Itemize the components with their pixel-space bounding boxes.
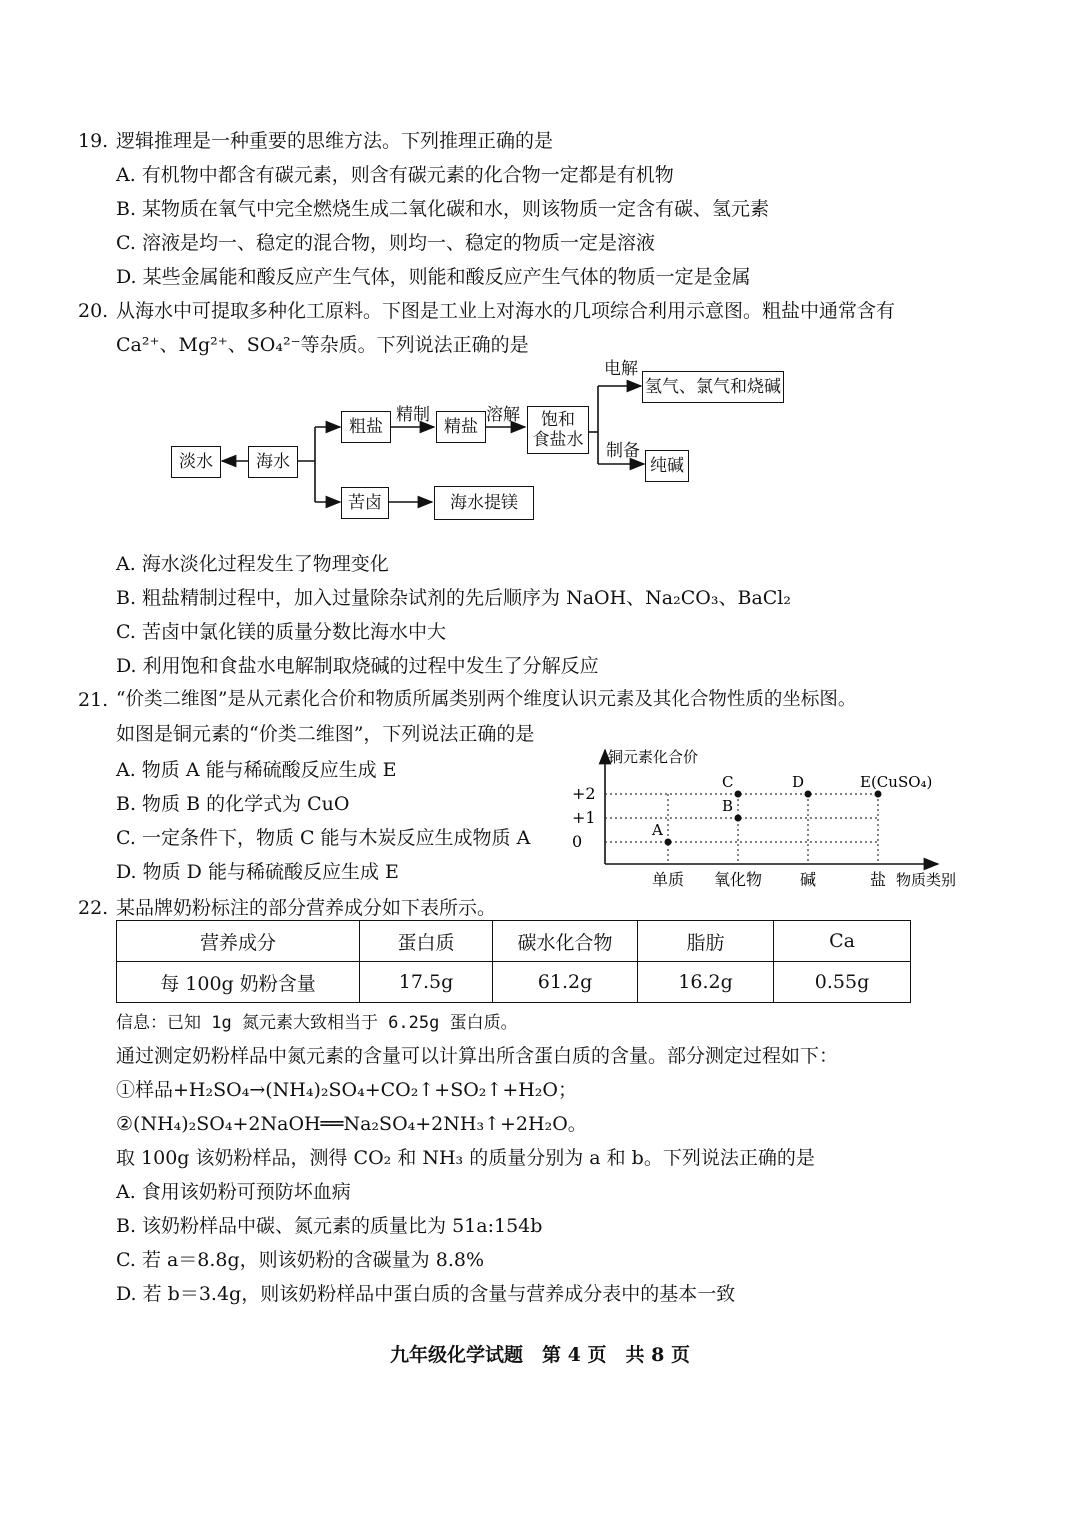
table-row <box>117 962 911 1003</box>
question-20-number: 20. <box>78 300 109 322</box>
question-22-stem: 某品牌奶粉标注的部分营养成分如下表所示。 <box>116 897 497 919</box>
table-header-cell: 营养成分 <box>117 921 360 962</box>
x-tick-label: 单质 <box>652 870 685 889</box>
y-axis-label: 铜元素化合价 <box>608 748 699 766</box>
table-header-row <box>117 921 911 962</box>
question-22-option-b: B. 该奶粉样品中碳、氮元素的质量比为 51a:154b <box>116 1215 543 1237</box>
question-22-option-d: D. 若 b＝3.4g，则该奶粉样品中蛋白质的含量与营养成分表中的基本一致 <box>116 1283 736 1305</box>
question-22-equation-1: ①样品+H₂SO₄→(NH₄)₂SO₄+CO₂↑+SO₂↑+H₂O； <box>116 1079 578 1101</box>
data-point <box>665 839 672 846</box>
flow-arrows <box>0 0 1080 560</box>
question-20-option-c: C. 苦卤中氯化镁的质量分数比海水中大 <box>116 621 446 643</box>
question-20-option-d: D. 利用饱和食盐水电解制取烧碱的过程中发生了分解反应 <box>116 655 599 677</box>
question-19-stem: 逻辑推理是一种重要的思维方法。下列推理正确的是 <box>116 130 554 152</box>
question-21-option-d: D. 物质 D 能与稀硫酸反应生成 E <box>116 861 399 883</box>
question-21-stem-line1: “价类二维图”是从元素化合价和物质所属类别两个维度认识元素及其化合物性质的坐标图。 <box>116 689 857 710</box>
soda-ash-box: 纯碱 <box>645 450 689 482</box>
point-label: D <box>792 773 805 791</box>
bittern-box: 苦卤 <box>341 487 389 519</box>
question-21-option-b: B. 物质 B 的化学式为 CuO <box>116 793 350 815</box>
table-cell: 每 100g 奶粉含量 <box>117 962 360 1003</box>
question-19-option-c: C. 溶液是均一、稳定的混合物，则均一、稳定的物质一定是溶液 <box>116 232 655 254</box>
question-22-option-c: C. 若 a＝8.8g，则该奶粉的含碳量为 8.8% <box>116 1249 484 1271</box>
point-label: C <box>722 773 734 791</box>
refined-salt-box: 精盐 <box>436 411 486 443</box>
question-20-option-a: A. 海水淡化过程发生了物理变化 <box>116 553 389 575</box>
question-22-option-a: A. 食用该奶粉可预防坏血病 <box>116 1181 351 1203</box>
point-label: A <box>652 821 663 839</box>
table-header-cell: Ca <box>774 921 911 962</box>
electrolysis-label: 电解 <box>604 359 638 379</box>
freshwater-box: 淡水 <box>171 446 221 478</box>
data-point <box>735 815 742 822</box>
table-cell: 0.55g <box>774 962 911 1003</box>
question-19-number: 19. <box>78 130 109 152</box>
table-header-cell: 蛋白质 <box>360 921 493 962</box>
refine-label: 精制 <box>396 405 430 425</box>
y-tick-label: +1 <box>572 808 596 827</box>
question-21-number: 21. <box>78 689 109 711</box>
products-box: 氢气、氯气和烧碱 <box>642 371 784 403</box>
question-22-equation-2: ②(NH₄)₂SO₄+2NaOH══Na₂SO₄+2NH₃↑+2H₂O。 <box>116 1113 587 1135</box>
question-19-option-a: A. 有机物中都含有碳元素，则含有碳元素的化合物一定都是有机物 <box>116 164 674 186</box>
saturated-brine-box <box>527 406 589 454</box>
question-22-info-note: 信息：已知 1g 氮元素大致相当于 6.25g 蛋白质。 <box>116 1013 518 1033</box>
saturated-brine-line2: 食盐水 <box>532 430 584 450</box>
saturated-brine-line1: 饱和 <box>541 410 575 430</box>
question-21-option-a: A. 物质 A 能与稀硫酸反应生成 E <box>116 759 397 781</box>
data-point <box>805 791 812 798</box>
data-point <box>735 791 742 798</box>
table-header-cell: 脂肪 <box>638 921 774 962</box>
question-19-option-b: B. 某物质在氧气中完全燃烧生成二氧化碳和水，则该物质一定含有碳、氢元素 <box>116 198 770 220</box>
point-label: B <box>722 797 734 815</box>
table-cell: 17.5g <box>360 962 493 1003</box>
copper-valence-class-chart <box>560 740 980 900</box>
question-20-stem-line2: Ca²⁺、Mg²⁺、SO₄²⁻等杂质。下列说法正确的是 <box>116 334 529 356</box>
y-tick-label: 0 <box>572 832 583 851</box>
point-label: E(CuSO₄) <box>860 773 933 791</box>
question-21-option-c: C. 一定条件下，物质 C 能与木炭反应生成物质 A <box>116 827 531 849</box>
question-20-option-b: B. 粗盐精制过程中，加入过量除杂试剂的先后顺序为 NaOH、Na₂CO₃、BaCl₂ <box>116 587 792 609</box>
crude-salt-box: 粗盐 <box>341 411 391 443</box>
data-point <box>875 791 882 798</box>
x-tick-label: 氧化物 <box>714 870 763 889</box>
dissolve-label: 溶解 <box>486 405 520 425</box>
x-tick-label: 盐 <box>870 870 887 889</box>
x-tick-label: 碱 <box>800 870 817 889</box>
question-21-stem-line2: 如图是铜元素的“价类二维图”，下列说法正确的是 <box>116 723 535 745</box>
question-22-text2: 取 100g 该奶粉样品，测得 CO₂ 和 NH₃ 的质量分别为 a 和 b。下列说法正确的是 <box>116 1147 815 1169</box>
question-20-stem-line1: 从海水中可提取多种化工原料。下图是工业上对海水的几项综合利用示意图。粗盐中通常含有 <box>116 300 896 322</box>
magnesium-extraction-box: 海水提镁 <box>434 486 534 520</box>
prepare-label: 制备 <box>606 441 640 461</box>
nutrition-table <box>116 920 911 1003</box>
seawater-box: 海水 <box>248 446 298 478</box>
x-axis-label: 物质类别 <box>896 871 957 889</box>
table-cell: 16.2g <box>638 962 774 1003</box>
question-22-text1: 通过测定奶粉样品中氮元素的含量可以计算出所含蛋白质的含量。部分测定过程如下： <box>116 1045 839 1067</box>
question-19-option-d: D. 某些金属能和酸反应产生气体，则能和酸反应产生气体的物质一定是金属 <box>116 266 751 288</box>
question-22-number: 22. <box>78 897 109 919</box>
y-tick-label: +2 <box>572 784 596 803</box>
table-header-cell: 碳水化合物 <box>493 921 638 962</box>
table-cell: 61.2g <box>493 962 638 1003</box>
page-footer: 九年级化学试题 第 4 页 共 8 页 <box>390 1344 690 1366</box>
